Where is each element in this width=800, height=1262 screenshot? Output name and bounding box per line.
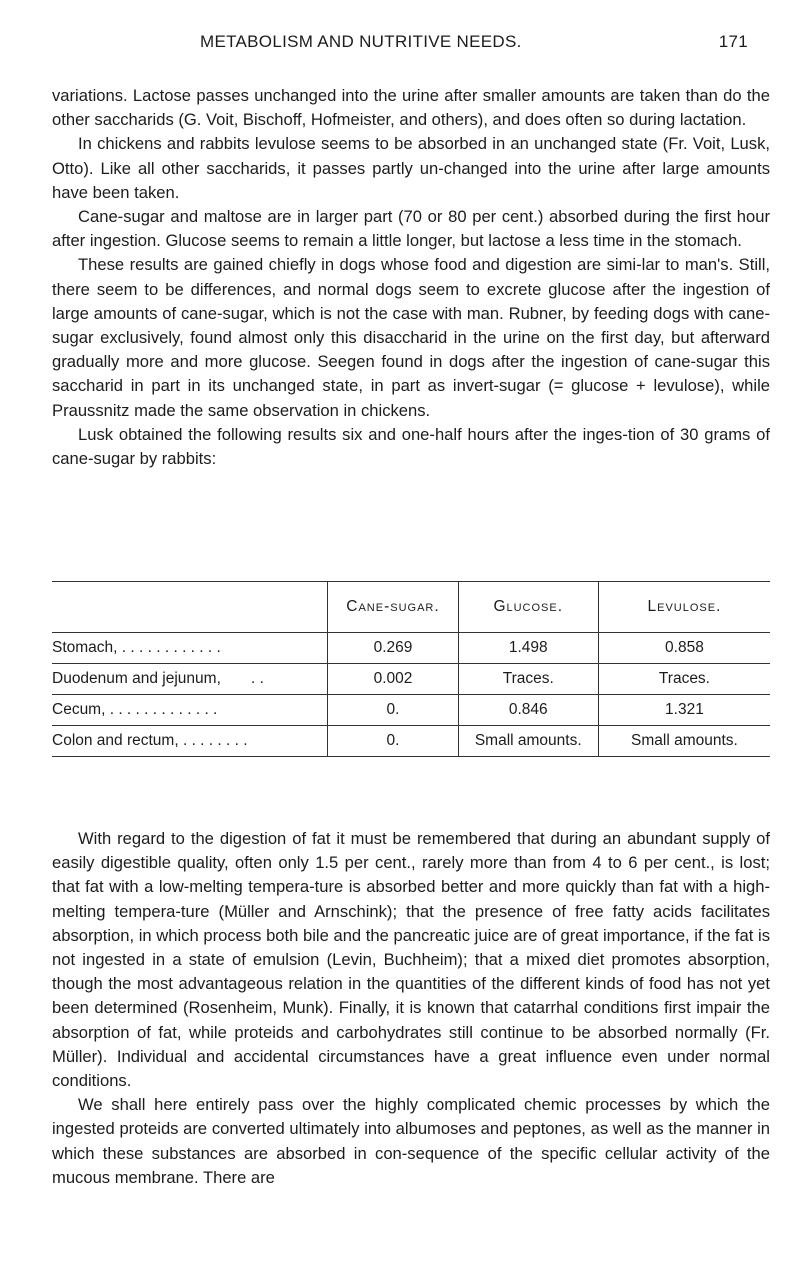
table-row <box>52 695 770 726</box>
cell-cane-sugar: 0. <box>328 726 458 757</box>
table-header-row <box>52 582 770 633</box>
row-label: Cecum, . . . . . . . . . . . . . <box>52 695 328 726</box>
body-text-lower <box>52 827 770 1190</box>
absorption-table <box>52 581 770 757</box>
paragraph-3: Cane-sugar and maltose are in larger part (70 or 80 per cent.) absorbed during the first hour after ingestion. Glucose seems to remain a little longer, but lactose a less time in the stomach. <box>52 207 770 251</box>
paragraph-1: variations. Lactose passes unchanged into the urine after smaller amounts are taken than do the other saccharids (G. Voit, Bischoff, Hofmeister, and others), and does often so during lactation. <box>52 86 770 130</box>
cell-levulose: 1.321 <box>598 695 770 726</box>
cell-levulose: Small amounts. <box>598 726 770 757</box>
table-header-glucose: Glucose. <box>458 582 598 633</box>
table-row <box>52 726 770 757</box>
page-number: 171 <box>718 32 748 51</box>
cell-cane-sugar: 0.269 <box>328 633 458 664</box>
table-header-empty <box>52 582 328 633</box>
page-header <box>200 32 748 56</box>
body-text-upper <box>52 84 770 471</box>
cell-levulose: Traces. <box>598 664 770 695</box>
cell-glucose: Small amounts. <box>458 726 598 757</box>
cell-cane-sugar: 0.002 <box>328 664 458 695</box>
table-row <box>52 664 770 695</box>
cell-glucose: 1.498 <box>458 633 598 664</box>
table-header-cane-sugar: Cane-sugar. <box>328 582 458 633</box>
paragraph-2: In chickens and rabbits levulose seems to be absorbed in an unchanged state (Fr. Voit, Lusk, Otto). Like all other saccharids, it passes partly un-changed into the urine after large amounts have been taken. <box>52 134 770 202</box>
paragraph-5: Lusk obtained the following results six and one-half hours after the inges-tion of 30 grams of cane-sugar by rabbits: <box>52 424 770 469</box>
cell-levulose: 0.858 <box>598 633 770 664</box>
row-label: Colon and rectum, . . . . . . . . <box>52 726 328 757</box>
paragraph-7: We shall here entirely pass over the highly complicated chemic processes by which the ingested proteids are converted ultimately into albumoses and peptones, as well as the manner in which these substances are absorbed in con-sequence of the specific cellular activity of the mucous membrane. There are <box>52 1095 770 1187</box>
cell-glucose: Traces. <box>458 664 598 695</box>
running-title: METABOLISM AND NUTRITIVE NEEDS. <box>200 32 522 51</box>
cell-glucose: 0.846 <box>458 695 598 726</box>
paragraph-6: With regard to the digestion of fat it must be remembered that during an abundant supply of easily digestible quality, often only 1.5 per cent., rarely more than from 4 to 6 per cent., is lost; that fat with a low-melting tempera-ture is absorbed better and more quickly than fat with a high-melting tempera-ture (Müller and Arnschink); that the presence of free fatty acids facilitates absorption, in which process both bile and the pancreatic juice are of great importance, if the fat is not ingested in a state of emulsion (Levin, Buchheim); that a mixed diet promotes absorption, though the most advantageous relation in the quantities of the different kinds of food has not yet been determined (Rosenheim, Munk). Finally, it is known that catarrhal conditions first impair the absorption of fat, while proteids and carbohydrates still continue to be absorbed normally (Fr. Müller). Individual and accidental circumstances have a great influence even under normal conditions. <box>52 829 770 1091</box>
table-row <box>52 633 770 664</box>
row-label: Stomach, . . . . . . . . . . . . <box>52 633 328 664</box>
row-label: Duodenum and jejunum, . . <box>52 664 328 695</box>
cell-cane-sugar: 0. <box>328 695 458 726</box>
table-header-levulose: Levulose. <box>598 582 770 633</box>
paragraph-4: These results are gained chiefly in dogs whose food and digestion are simi-lar to man's. Still, there seem to be differences, and normal dogs seem to excrete glucose after the ingestion of large amounts of cane-sugar, which is not the case with man. Rubner, by feeding dogs with cane-sugar exclusively, found almost only this disaccharid in the urine on the first day, but afterward gradually more and more glucose. Seegen found in dogs after the ingestion of cane-sugar this saccharid in part in its unchanged state, in part as invert-sugar (= glucose + levulose), while Praussnitz made the same observation in chickens. <box>52 255 770 420</box>
